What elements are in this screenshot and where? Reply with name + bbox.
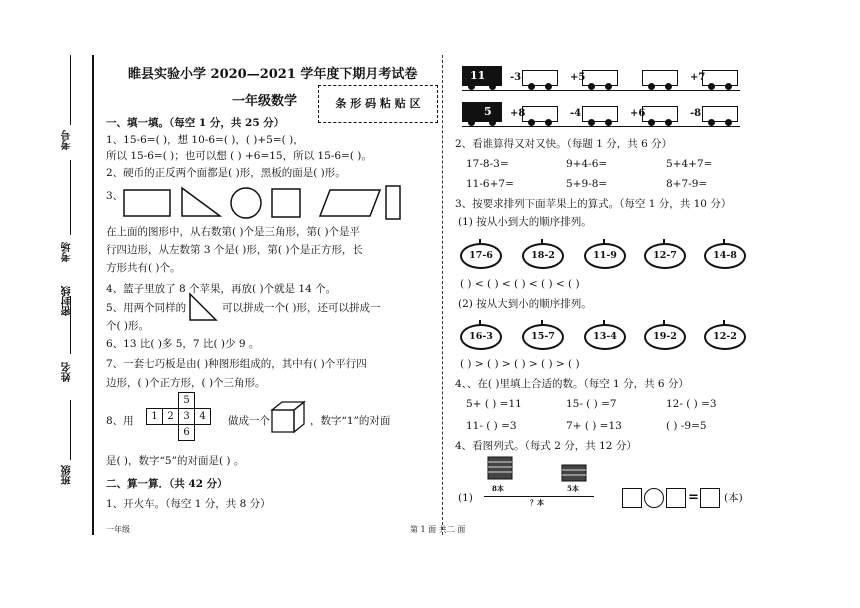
order1-answer: ( ) < ( ) < ( ) < ( ) < ( )	[460, 278, 580, 290]
calc-heading: 2、看谁算得又对又快。（每题 1 分，共 6 分）	[455, 138, 673, 150]
q8-middle: 做成一个	[228, 415, 270, 427]
exam-title: 睢县实验小学 2020—2021 学年度下期月考试卷	[128, 67, 418, 82]
apples-part1-label: (1) 按从小到大的顺序排列。	[458, 216, 592, 228]
side-label-mifengxian: 密封线	[62, 286, 73, 316]
q3-line2: 行四边形，从左数第 3 个是( )形，第( )个是正方形，长	[106, 244, 363, 256]
wheel-icon	[468, 83, 475, 90]
book-stack-8-icon	[486, 455, 516, 483]
q3-shapes	[122, 184, 412, 222]
apples-heading: 3、按要求排列下面苹果上的算式。（每空 1 分，共 10 分）	[455, 198, 732, 210]
train1-car-3	[642, 70, 678, 86]
barcode-area	[318, 85, 438, 123]
fill-1: 5+ ( ) =11	[466, 398, 522, 410]
wheel-icon	[648, 83, 655, 90]
rectangle-shape	[124, 190, 170, 216]
tall-rectangle-shape	[386, 186, 400, 219]
q7-line2: 边形，( )个正方形，( )个三角形。	[106, 377, 266, 389]
center-divider	[442, 55, 443, 535]
train1-car-2	[582, 70, 618, 86]
books-question-label: ？本	[530, 498, 544, 507]
q5-triangle-icon	[186, 290, 220, 324]
train1-rail	[462, 90, 740, 91]
fill-heading: 4、、在( )里填上合适的数。（每空 1 分，共 6 分）	[455, 378, 689, 390]
side-line-2	[70, 160, 71, 235]
apple-2-5: 12-2	[704, 324, 746, 350]
fill-6: ( ) -9=5	[666, 420, 707, 432]
q8-prefix: 8、用	[106, 415, 134, 427]
apple-1-5: 14-8	[704, 243, 746, 269]
wheel-icon	[528, 119, 535, 126]
answer-box-3[interactable]	[700, 488, 720, 508]
fill-3: 12- ( ) =3	[666, 398, 717, 410]
calc-1: 17-8-3=	[466, 158, 509, 170]
triangle-shape	[182, 188, 220, 216]
train2-car-2	[582, 106, 618, 122]
answer-operator-circle[interactable]	[644, 488, 664, 508]
train2-rail	[462, 126, 740, 127]
calc-2: 9+4-6=	[566, 158, 608, 170]
circle-shape	[231, 188, 261, 218]
wheel-icon	[489, 119, 496, 126]
q7-line1: 7、一套七巧板是由( )种图形组成的，其中有( )个平行四	[106, 358, 367, 370]
train2-op-4: -8	[690, 108, 702, 119]
train2-car-1	[522, 106, 558, 122]
calc-3: 5+4+7=	[666, 158, 713, 170]
apple-2-3: 13-4	[584, 324, 626, 350]
square-shape	[272, 189, 300, 217]
wheel-icon	[545, 119, 552, 126]
picture-q1-label: (1)	[458, 492, 473, 504]
apple-2-2: 15-7	[522, 324, 564, 350]
wheel-icon	[489, 83, 496, 90]
train1-car-4	[702, 70, 738, 86]
answer-box-1[interactable]	[622, 488, 642, 508]
parallelogram-shape	[320, 190, 380, 216]
q1-line2: 所以 15-6=( )；也可以想 ( ) +6=15，所以 15-6=( )。	[106, 150, 372, 162]
wheel-icon	[588, 119, 595, 126]
fill-4: 11- ( ) =3	[466, 420, 517, 432]
apple-1-1: 17-6	[460, 243, 502, 269]
q4-text: 4、篮子里放了 8 个苹果，再放( )个就是 14 个。	[106, 283, 337, 295]
train2-op-3: +6	[630, 108, 646, 119]
margin-separator-line	[92, 55, 94, 535]
left-footer: 一年级	[106, 525, 130, 534]
equals-sign: =	[688, 490, 699, 505]
wheel-icon	[665, 83, 672, 90]
train2-op-1: +8	[510, 108, 526, 119]
train1-car-1	[522, 70, 558, 86]
calc-4: 11-6+7=	[466, 178, 514, 190]
wheel-icon	[665, 119, 672, 126]
side-label-kaochang: 考场	[62, 242, 73, 262]
picture-heading: 4、看图列式。（每式 2 分，共 12 分）	[455, 440, 637, 452]
train1-start: 11	[470, 69, 486, 82]
net-cell-3: 3	[178, 408, 195, 425]
q8-line2: 是( )，数字“5”的对面是( ) 。	[106, 455, 245, 467]
apple-2-4: 19-2	[644, 324, 686, 350]
wheel-icon	[605, 83, 612, 90]
section1-heading: 一、填一填。（每空 1 分，共 25 分）	[106, 117, 285, 129]
calc-5: 5+9-8=	[566, 178, 608, 190]
train2-start: 5	[484, 105, 492, 118]
wheel-icon	[648, 119, 655, 126]
train1-op-3: +7	[690, 72, 706, 83]
wheel-icon	[605, 119, 612, 126]
side-label-xingming: 姓名	[62, 362, 73, 382]
wheel-icon	[528, 83, 535, 90]
calc-6: 8+7-9=	[666, 178, 708, 190]
answer-box-2[interactable]	[666, 488, 686, 508]
wheel-icon	[588, 83, 595, 90]
train2-op-2: -4	[570, 108, 582, 119]
wheel-icon	[468, 119, 475, 126]
apple-1-3: 11-9	[584, 243, 626, 269]
train1-op-1: -3	[510, 72, 522, 83]
apple-1-2: 18-2	[522, 243, 564, 269]
q2-text: 2、硬币的正反两个面都是( )形，黑板的面是( )形。	[106, 167, 346, 179]
q3-line1: 在上面的图形中，从右数第( )个是三角形，第( )个是平	[106, 226, 361, 238]
train1-op-2: +5	[570, 72, 586, 83]
side-line-3	[70, 296, 71, 354]
train2-locomotive	[462, 102, 502, 122]
net-cell-6: 6	[178, 424, 195, 441]
side-line-4	[70, 400, 71, 460]
side-label-kaohao: 考号	[62, 130, 73, 150]
q5-line2: 个( )形。	[106, 320, 150, 332]
book-stack-5-icon	[560, 463, 590, 485]
q8-suffix: ，数字“1”的对面	[310, 415, 391, 427]
q1-line1: 1、15-6=( )，想 10-6=( )，( )+5=( )，	[106, 134, 304, 146]
wheel-icon	[708, 119, 715, 126]
train2-car-3	[642, 106, 678, 122]
net-cell-5: 5	[178, 392, 195, 409]
wheel-icon	[545, 83, 552, 90]
net-cell-1: 1	[146, 408, 163, 425]
q6-text: 6、13 比( )多 5，7 比( )少 9 。	[106, 338, 260, 350]
barcode-area-label: 条 形 码 粘 贴 区	[335, 97, 421, 110]
wheel-icon	[725, 83, 732, 90]
fill-5: 7+ ( ) =13	[566, 420, 622, 432]
cube-icon	[270, 400, 306, 434]
q3-line3: 方形共有( )个。	[106, 262, 181, 274]
apples-part2-label: (2) 按从大到小的顺序排列。	[458, 298, 592, 310]
net-cell-4: 4	[194, 408, 211, 425]
order2-answer: ( ) > ( ) > ( ) > ( ) > ( )	[460, 358, 580, 370]
wheel-icon	[708, 83, 715, 90]
q3-number: 3、	[106, 190, 124, 202]
q2-1-heading: 1、开火车。（每空 1 分，共 8 分）	[106, 498, 271, 510]
q5-line1b: 可以拼成一个( )形，还可以拼成一	[222, 302, 381, 314]
picture-bracket-line	[484, 496, 594, 497]
side-line-1	[70, 55, 71, 125]
q5-line1a: 5、用两个同样的	[106, 302, 187, 314]
apple-2-1: 16-3	[460, 324, 502, 350]
apple-1-4: 12-7	[644, 243, 686, 269]
train2-car-4	[702, 106, 738, 122]
books-8-label: 8本	[492, 484, 504, 493]
right-footer: 第 1 面 共二 面	[410, 525, 466, 534]
side-label-banji: 班级	[62, 465, 73, 485]
answer-unit: (本)	[724, 492, 743, 504]
section2-heading: 二、算一算．（共 42 分）	[106, 478, 228, 490]
fill-2: 15- ( ) =7	[566, 398, 617, 410]
exam-subtitle: 一年级数学	[232, 94, 298, 109]
net-cell-2: 2	[162, 408, 179, 425]
wheel-icon	[725, 119, 732, 126]
books-5-label: 5本	[567, 484, 579, 493]
